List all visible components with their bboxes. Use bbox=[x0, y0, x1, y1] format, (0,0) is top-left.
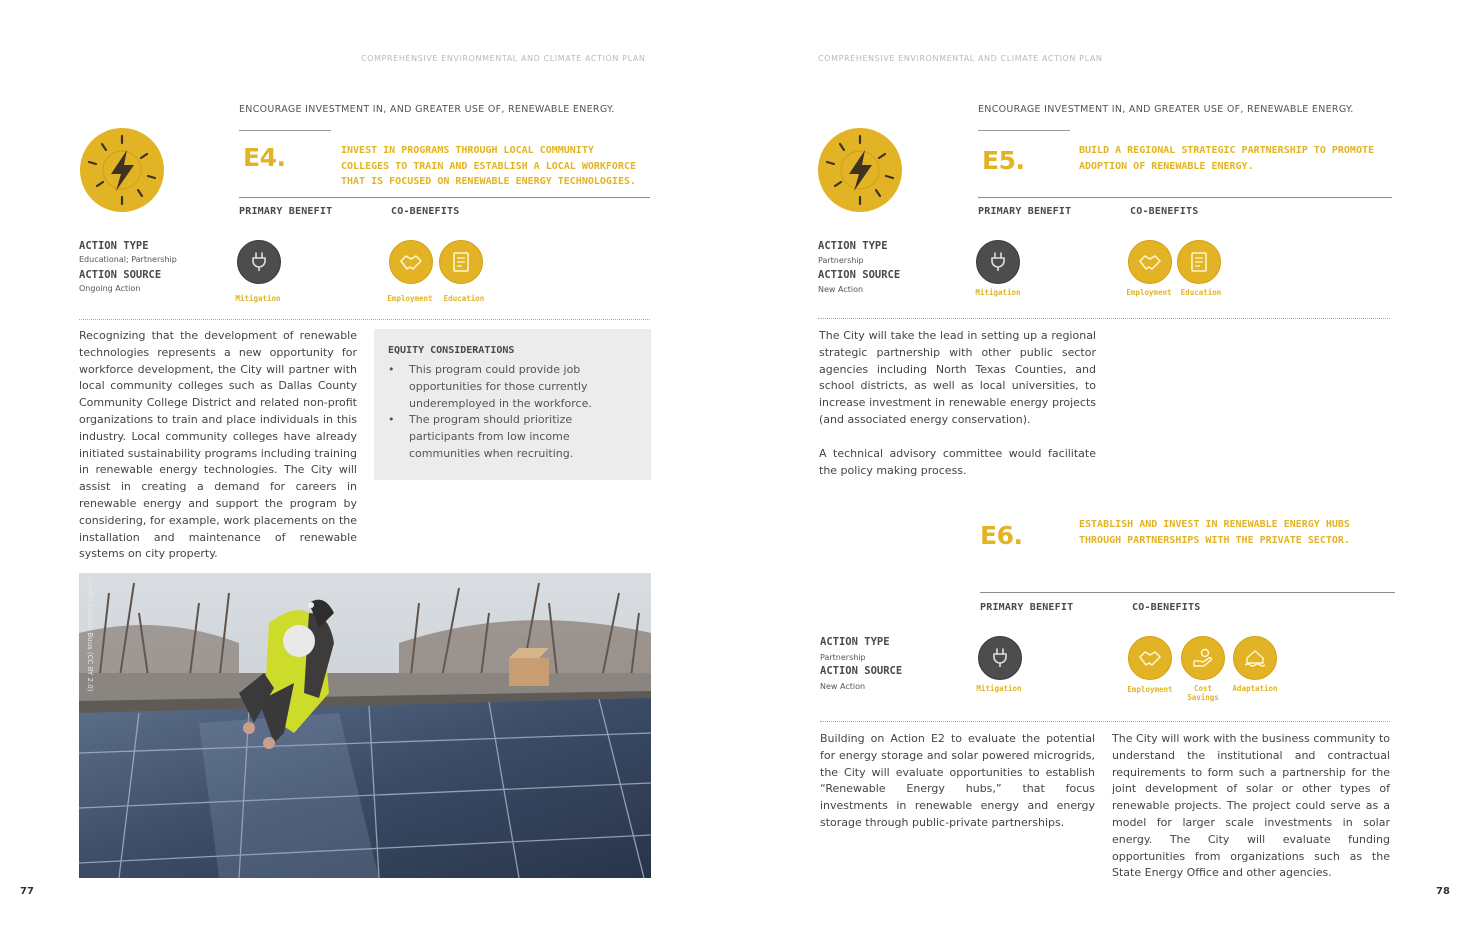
body-text-e5-2: A technical advisory committee would facilitate the policy making process. bbox=[819, 447, 1096, 477]
mitigation-icon bbox=[976, 240, 1020, 284]
education-icon bbox=[1177, 240, 1221, 284]
cost-savings-label-line: Cost bbox=[1193, 684, 1213, 693]
adaptation-label: Adaptation bbox=[1232, 684, 1278, 693]
renewable-energy-icon bbox=[80, 128, 164, 212]
employment-label: Employment bbox=[1127, 685, 1173, 694]
running-header-left: COMPREHENSIVE ENVIRONMENTAL AND CLIMATE ACTION PLAN bbox=[361, 54, 646, 63]
divider bbox=[239, 130, 331, 131]
action-title-e4: INVEST IN PROGRAMS THROUGH LOCAL COMMUNITY COLLEGES TO TRAIN AND ESTABLISH A LOCAL WORKFORCE THAT IS FOCUSED ON RENEWABLE ENERGY TECHNOLOGIES. bbox=[341, 145, 637, 187]
body-text-e6-right: The City will work with the business community to understand the institutional and contractual requirements to form such a partnership for the joint development of solar or other types of renewable projects. The project could serve as a model for larger scale investments in solar energy. The City will evaluate funding opportunities from organizations such as the State Energy Office and other agencies. bbox=[1112, 732, 1390, 880]
divider bbox=[980, 592, 1395, 593]
dotted-divider bbox=[79, 319, 650, 320]
primary-benefit-heading: PRIMARY BENEFIT bbox=[980, 602, 1074, 613]
dotted-divider bbox=[820, 721, 1390, 722]
employment-label: Employment bbox=[1126, 288, 1172, 297]
equity-heading: EQUITY CONSIDERATIONS bbox=[388, 345, 515, 356]
goal-heading-right: ENCOURAGE INVESTMENT IN, AND GREATER USE OF, RENEWABLE ENERGY. bbox=[978, 104, 1354, 115]
employment-icon bbox=[389, 240, 433, 284]
action-type-label: ACTION TYPE bbox=[820, 636, 890, 648]
action-type-value: Partnership bbox=[820, 653, 866, 662]
cost-savings-label-line: Savings bbox=[1187, 693, 1219, 702]
action-source-label: ACTION SOURCE bbox=[820, 665, 903, 677]
cost-savings-icon bbox=[1181, 636, 1225, 680]
action-code-e5: E5. bbox=[982, 146, 1025, 175]
action-title-e6: ESTABLISH AND INVEST IN RENEWABLE ENERGY HUBS THROUGH PARTNERSHIPS WITH THE PRIVATE SECTOR. bbox=[1079, 519, 1350, 546]
equity-considerations-box bbox=[374, 329, 651, 480]
action-code-e6: E6. bbox=[980, 521, 1023, 550]
education-label: Education bbox=[1180, 288, 1222, 297]
divider bbox=[978, 197, 1392, 198]
action-source-value: Ongoing Action bbox=[79, 284, 141, 293]
action-source-value: New Action bbox=[820, 682, 866, 691]
action-type-label: ACTION TYPE bbox=[79, 240, 149, 252]
goal-heading-left: ENCOURAGE INVESTMENT IN, AND GREATER USE OF, RENEWABLE ENERGY. bbox=[239, 104, 615, 115]
mitigation-label: Mitigation bbox=[235, 294, 281, 303]
equity-item: • This program could provide job opportunities for those currently underemployed in the workforce. bbox=[409, 362, 637, 412]
primary-benefit-heading: PRIMARY BENEFIT bbox=[239, 206, 333, 217]
body-text-e5: The City will take the lead in setting up a regional strategic partnership with other public sector agencies including North Texas Counties, and school districts, as well as local universities, to increase investment in renewable energy projects (and associated energy conservation). bbox=[819, 329, 1096, 426]
co-benefits-heading: CO-BENEFITS bbox=[391, 206, 460, 217]
co-benefits-heading: CO-BENEFITS bbox=[1130, 206, 1199, 217]
divider bbox=[239, 197, 650, 198]
solar-worker-photo bbox=[79, 573, 651, 878]
action-type-value: Educational; Partnership bbox=[79, 255, 177, 264]
photo-credit: Credit: Kristian Buus (CC BY 2.0) bbox=[86, 578, 94, 692]
cost-savings-label bbox=[1173, 684, 1233, 702]
action-type-value: Partnership bbox=[818, 256, 864, 265]
page-number-left: 77 bbox=[20, 886, 34, 897]
mitigation-label: Mitigation bbox=[976, 684, 1022, 693]
running-header-right: COMPREHENSIVE ENVIRONMENTAL AND CLIMATE ACTION PLAN bbox=[818, 54, 1103, 63]
primary-benefit-heading: PRIMARY BENEFIT bbox=[978, 206, 1072, 217]
action-title-e5: BUILD A REGIONAL STRATEGIC PARTNERSHIP TO PROMOTE ADOPTION OF RENEWABLE ENERGY. bbox=[1079, 145, 1375, 172]
body-text-e6-left: Building on Action E2 to evaluate the potential for energy storage and solar powered microgrids, the City will evaluate opportunities to establish “Renewable Energy hubs,” that focus investments in renewable energy and energy storage through public-private partnerships. bbox=[820, 732, 1095, 829]
adaptation-icon bbox=[1233, 636, 1277, 680]
page-number-right: 78 bbox=[1436, 886, 1450, 897]
mitigation-icon bbox=[978, 636, 1022, 680]
dotted-divider bbox=[818, 318, 1390, 319]
mitigation-icon bbox=[237, 240, 281, 284]
co-benefits-heading: CO-BENEFITS bbox=[1132, 602, 1201, 613]
action-source-value: New Action bbox=[818, 285, 864, 294]
equity-item: • The program should prioritize participants from low income communities when recruiting. bbox=[409, 412, 637, 462]
mitigation-label: Mitigation bbox=[975, 288, 1021, 297]
action-code-e4: E4. bbox=[243, 143, 286, 172]
renewable-energy-icon bbox=[818, 128, 902, 212]
action-source-label: ACTION SOURCE bbox=[79, 269, 162, 281]
employment-icon bbox=[1128, 636, 1172, 680]
action-type-label: ACTION TYPE bbox=[818, 240, 888, 252]
education-label: Education bbox=[443, 294, 485, 303]
employment-icon bbox=[1128, 240, 1172, 284]
employment-label: Employment bbox=[387, 294, 433, 303]
action-source-label: ACTION SOURCE bbox=[818, 269, 901, 281]
education-icon bbox=[439, 240, 483, 284]
body-text-e4: Recognizing that the development of renewable technologies represents a new opportunity for workforce development, the City will partner with local community colleges such as Dallas County Community College District and related non-profit organizations to train and place individuals in this industry. Local community colleges have already initiated sustainability programs including training in renewable energy technologies. The City will assist in creating a demand for careers in renewable energy and support the program by considering, for example, work placements on the installation and maintenance of renewable systems on city property. bbox=[79, 329, 357, 561]
divider bbox=[978, 130, 1070, 131]
